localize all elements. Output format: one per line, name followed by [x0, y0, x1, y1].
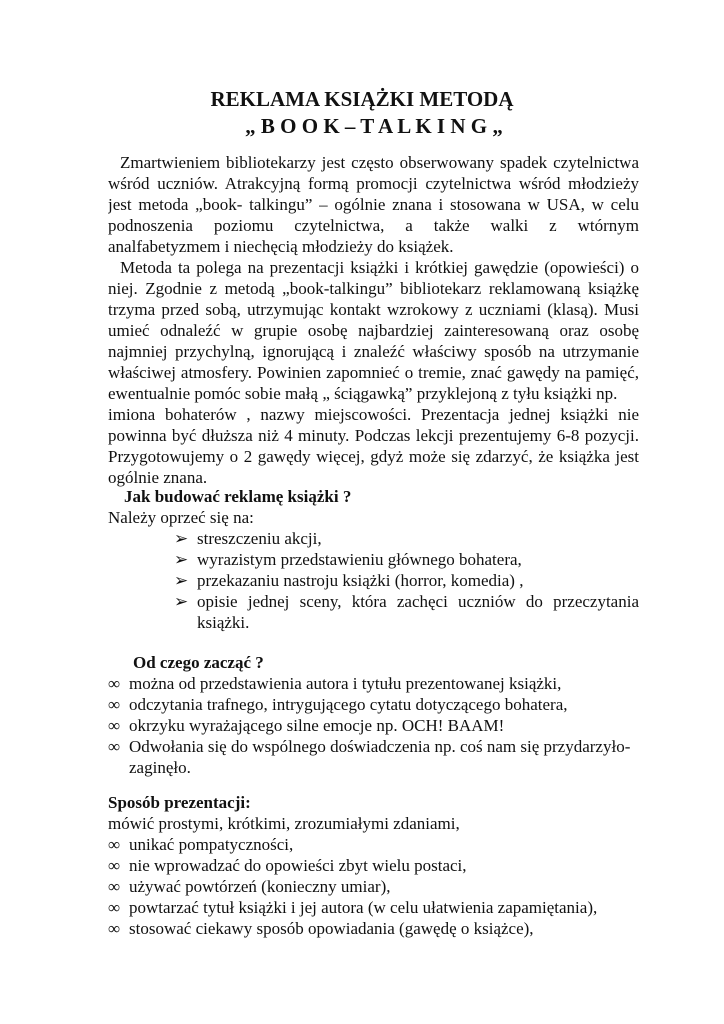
list-item-text: przekazaniu nastroju książki (horror, komedia) ,	[197, 571, 524, 590]
text-line: niej. Zgodnie z metodą „book-talkingu” bibliotekarz reklamowaną książkę	[108, 279, 639, 298]
text-line: powinna być dłuższa niż 4 minuty. Podczas lekcji prezentujemy 6-8 pozycji.	[108, 426, 639, 445]
infinity-bullet-icon: ∞	[108, 695, 121, 714]
text-line: Przygotowujemy o 2 gawędy więcej, gdyż może się zdarzyć, że książka jest	[108, 447, 639, 466]
list-item	[108, 855, 639, 876]
infinity-bullet-icon: ∞	[108, 856, 121, 875]
section-intro: mówić prostymi, krótkimi, zrozumiałymi zdaniami,	[108, 814, 460, 833]
section-presentation-method	[108, 792, 639, 939]
section-heading: Sposób prezentacji:	[108, 793, 251, 812]
text-line: Zmartwieniem bibliotekarzy jest często obserwowany spadek czytelnictwa	[120, 153, 639, 172]
list-item-text: powtarzać tytuł książki i jej autora (w celu ułatwienia zapamiętania),	[129, 898, 598, 917]
list-item	[108, 834, 639, 855]
text-line: jest metoda „book- talkingu” – ogólnie znana i stosowana w USA, w celu	[108, 195, 639, 214]
list-item-continuation: książki.	[197, 613, 250, 632]
paragraph-1	[108, 152, 639, 257]
arrow-list	[108, 528, 639, 633]
arrow-bullet-icon: ➢	[174, 571, 189, 590]
text-line: Metoda ta polega na prezentacji książki i krótkiej gawędzie (opowieści) o	[120, 258, 639, 277]
list-item	[174, 549, 639, 570]
section-how-to-build	[108, 486, 639, 633]
infinity-bullet-icon: ∞	[108, 674, 121, 693]
arrow-bullet-icon: ➢	[174, 550, 189, 569]
list-item-text: okrzyku wyrażającego silne emocje np. OCH! BAAM!	[129, 716, 505, 735]
infinity-bullet-icon: ∞	[108, 898, 121, 917]
list-item-text: Odwołania się do wspólnego doświadczenia np. coś nam się przydarzyło-	[129, 737, 631, 756]
document-title: REKLAMA KSIĄŻKI METODĄ	[210, 87, 514, 111]
infinity-bullet-icon: ∞	[108, 877, 121, 896]
document-subtitle: „ B O O K – T A L K I N G „	[245, 114, 503, 138]
list-item	[108, 876, 639, 897]
list-item-continuation: zaginęło.	[129, 758, 191, 777]
text-line: ewentualnie pomóc sobie małą „ ściągawką” przyklejoną z tyłu książki np.	[108, 384, 618, 403]
text-line: imiona bohaterów , nazwy miejscowości. Prezentacja jednej książki nie	[108, 405, 639, 424]
text-line: ogólnie znana.	[108, 468, 208, 487]
section-intro: Należy oprzeć się na:	[108, 508, 254, 527]
list-item	[108, 897, 639, 918]
text-line: właściwej atmosfery. Powinien zapomnieć o tremie, znać gawędy na pamięć,	[108, 363, 639, 382]
text-line: trzyma przed sobą, utrzymując kontakt wzrokowy z uczniami (klasą). Musi	[108, 300, 639, 319]
section-heading: Jak budować reklamę książki ?	[124, 487, 352, 506]
text-line: wśród uczniów. Atrakcyjną formą promocji czytelnictwa wśród młodzieży	[108, 174, 639, 193]
text-line: umieć odnaleźć w grupie osobę najbardziej zainteresowaną oraz osobę	[108, 321, 639, 340]
list-item	[174, 591, 639, 612]
text-line: najmniej przychylną, ignorującą i znaleźć właściwy sposób na utrzymanie	[108, 342, 639, 361]
text-line: podnoszenia poziomu czytelnictwa, a także walki z wtórnym	[108, 216, 639, 235]
list-item	[108, 736, 639, 757]
list-item-text: stosować ciekawy sposób opowiadania (gawędę o książce),	[129, 919, 534, 938]
list-item	[108, 673, 639, 694]
list-item	[108, 918, 639, 939]
arrow-bullet-icon: ➢	[174, 529, 189, 548]
list-item-text: można od przedstawienia autora i tytułu prezentowanej książki,	[129, 674, 562, 693]
text-line: analfabetyzmem i niechęcią młodzieży do książek.	[108, 237, 454, 256]
list-item	[174, 528, 639, 549]
infinity-bullet-icon: ∞	[108, 716, 121, 735]
section-heading: Od czego zacząć ?	[133, 653, 264, 672]
list-item	[108, 715, 639, 736]
infinity-bullet-icon: ∞	[108, 835, 121, 854]
paragraph-2	[108, 257, 639, 488]
list-item	[174, 570, 639, 591]
arrow-bullet-icon: ➢	[174, 592, 189, 611]
infinity-bullet-icon: ∞	[108, 919, 121, 938]
list-item-text: nie wprowadzać do opowieści zbyt wielu postaci,	[129, 856, 467, 875]
list-item-text: unikać pompatyczności,	[129, 835, 294, 854]
list-item-text: streszczeniu akcji,	[197, 529, 322, 548]
list-item-text: opisie jednej sceny, która zachęci uczniów do przeczytania	[197, 592, 639, 611]
list-item-text: wyrazistym przedstawieniu głównego bohatera,	[197, 550, 522, 569]
list-item	[108, 694, 639, 715]
list-item-text: używać powtórzeń (konieczny umiar),	[129, 877, 391, 896]
list-item-text: odczytania trafnego, intrygującego cytatu dotyczącego bohatera,	[129, 695, 568, 714]
infinity-bullet-icon: ∞	[108, 737, 121, 756]
section-where-to-start	[108, 652, 639, 778]
